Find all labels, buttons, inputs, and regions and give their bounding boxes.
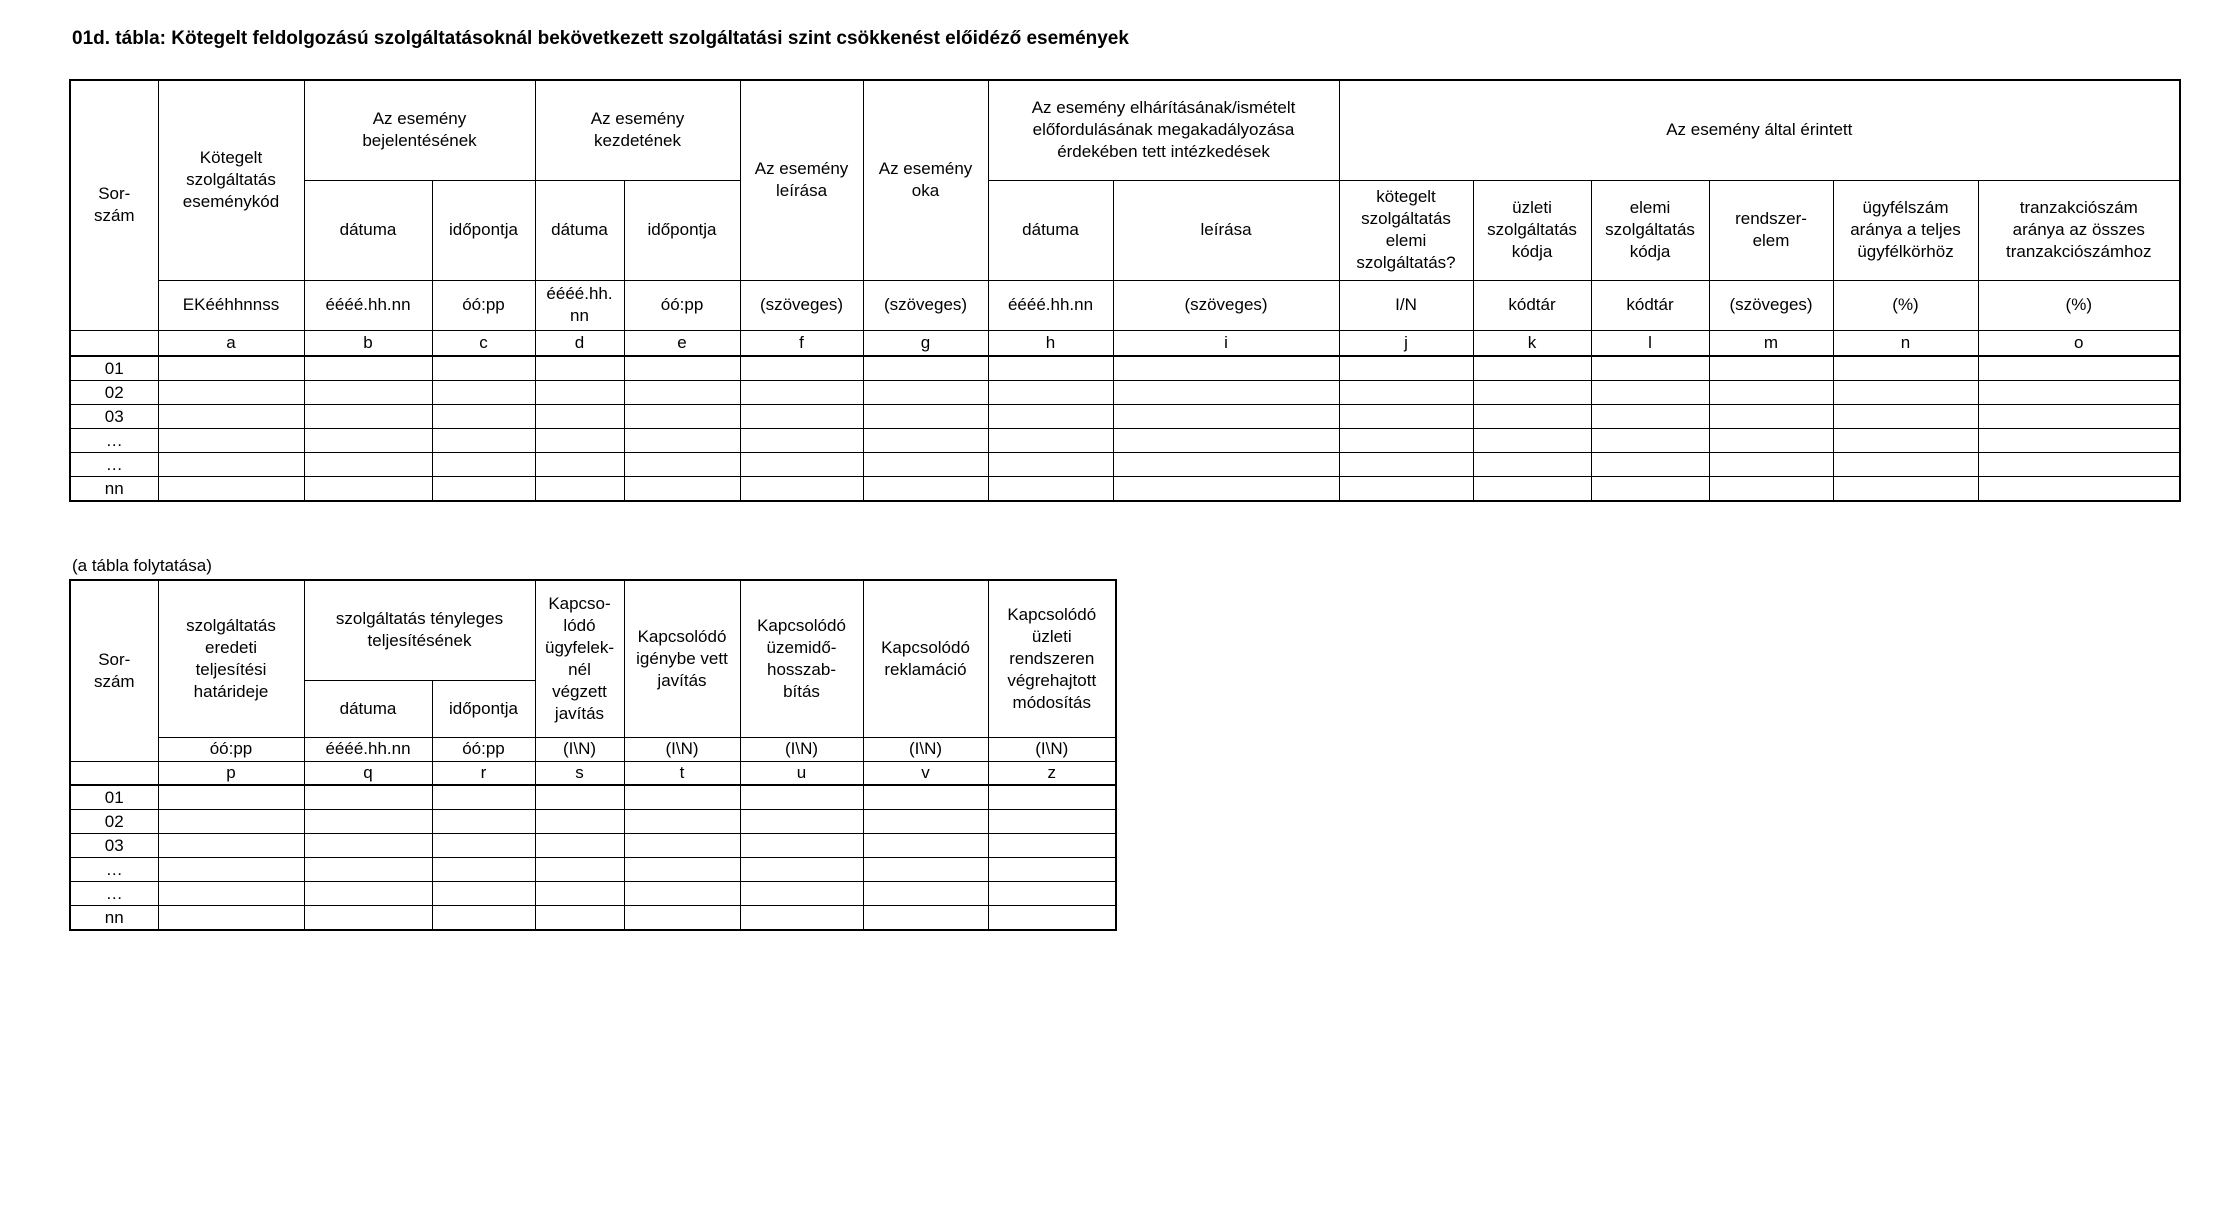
header-igenybe-vett-javitas: Kapcsolódó igénybe vett javítás: [624, 580, 740, 737]
format-cell: (szöveges): [740, 280, 863, 330]
data-cell[interactable]: [158, 356, 304, 381]
data-cell[interactable]: [432, 453, 535, 477]
data-cell[interactable]: [624, 834, 740, 858]
data-cell[interactable]: [432, 477, 535, 502]
format-cell: (I\N): [624, 737, 740, 761]
data-cell[interactable]: [624, 356, 740, 381]
data-cell[interactable]: [304, 906, 432, 931]
data-cell[interactable]: [1339, 381, 1473, 405]
format-cell: kódtár: [1473, 280, 1591, 330]
data-cell[interactable]: [863, 381, 988, 405]
format-cell: (I\N): [988, 737, 1116, 761]
row-number: 02: [70, 381, 158, 405]
header-oka: Az esemény oka: [863, 80, 988, 280]
format-cell: éééé.hh.nn: [304, 737, 432, 761]
data-cell[interactable]: [988, 453, 1113, 477]
data-cell[interactable]: [535, 429, 624, 453]
events-table: [69, 79, 2181, 502]
data-cell[interactable]: [304, 810, 432, 834]
table-row: [70, 834, 1116, 858]
data-cell[interactable]: [1113, 405, 1339, 429]
header-modositas: Kapcsolódó üzleti rendszeren végrehajtott módosítás: [988, 580, 1116, 737]
data-cell[interactable]: [863, 356, 988, 381]
table-row: [70, 810, 1116, 834]
header-teljesites: szolgáltatás tényleges teljesítésének: [304, 580, 535, 680]
header-sorszam: Sor- szám: [70, 580, 158, 761]
data-cell[interactable]: [1833, 429, 1978, 453]
events-table-continuation: [69, 579, 1117, 931]
data-cell[interactable]: [740, 356, 863, 381]
sub-header: időpontja: [624, 180, 740, 280]
column-letter: k: [1473, 330, 1591, 356]
data-cell[interactable]: [1978, 453, 2180, 477]
data-cell[interactable]: [988, 834, 1116, 858]
format-cell: (%): [1833, 280, 1978, 330]
data-cell[interactable]: [158, 882, 304, 906]
data-cell[interactable]: [863, 429, 988, 453]
data-cell[interactable]: [740, 429, 863, 453]
data-cell[interactable]: [1978, 429, 2180, 453]
data-cell[interactable]: [535, 477, 624, 502]
data-cell[interactable]: [158, 834, 304, 858]
header-uzemido: Kapcsolódó üzemidő- hosszab- bítás: [740, 580, 863, 737]
column-letter: a: [158, 330, 304, 356]
data-cell[interactable]: [432, 381, 535, 405]
column-letter: m: [1709, 330, 1833, 356]
data-cell[interactable]: [432, 405, 535, 429]
data-cell[interactable]: [624, 810, 740, 834]
data-cell[interactable]: [988, 810, 1116, 834]
table-row: [70, 477, 2180, 502]
format-cell: I/N: [1339, 280, 1473, 330]
data-cell[interactable]: [1978, 405, 2180, 429]
sub-header: kötegelt szolgáltatás elemi szolgáltatás?: [1339, 180, 1473, 280]
column-letter: b: [304, 330, 432, 356]
row-number: …: [70, 858, 158, 882]
data-cell[interactable]: [624, 405, 740, 429]
data-cell[interactable]: [1591, 381, 1709, 405]
sub-header: időpontja: [432, 680, 535, 737]
data-cell[interactable]: [1591, 405, 1709, 429]
letter-cell-empty: [70, 761, 158, 785]
data-cell[interactable]: [535, 381, 624, 405]
data-cell[interactable]: [988, 882, 1116, 906]
sub-header: ügyfélszám aránya a teljes ügyfélkörhöz: [1833, 180, 1978, 280]
row-number: 01: [70, 356, 158, 381]
data-cell[interactable]: [158, 906, 304, 931]
column-letter: u: [740, 761, 863, 785]
data-cell[interactable]: [624, 906, 740, 931]
column-letter: z: [988, 761, 1116, 785]
sub-header: rendszer- elem: [1709, 180, 1833, 280]
data-cell[interactable]: [624, 785, 740, 810]
data-cell[interactable]: [1339, 429, 1473, 453]
data-cell[interactable]: [535, 810, 624, 834]
data-cell[interactable]: [432, 834, 535, 858]
data-cell[interactable]: [863, 810, 988, 834]
format-cell: (szöveges): [863, 280, 988, 330]
data-cell[interactable]: [988, 906, 1116, 931]
data-cell[interactable]: [863, 785, 988, 810]
data-cell[interactable]: [988, 477, 1113, 502]
header-reklamacio: Kapcsolódó reklamáció: [863, 580, 988, 737]
data-cell[interactable]: [158, 405, 304, 429]
data-cell[interactable]: [1339, 405, 1473, 429]
data-cell[interactable]: [740, 477, 863, 502]
data-cell[interactable]: [535, 405, 624, 429]
data-cell[interactable]: [1591, 429, 1709, 453]
data-cell[interactable]: [158, 477, 304, 502]
data-cell[interactable]: [432, 858, 535, 882]
data-cell[interactable]: [624, 381, 740, 405]
data-cell[interactable]: [158, 785, 304, 810]
data-cell[interactable]: [1709, 405, 1833, 429]
data-cell[interactable]: [535, 834, 624, 858]
header-leiras: Az esemény leírása: [740, 80, 863, 280]
column-letter: d: [535, 330, 624, 356]
header-ugyfel-javitas: Kapcso- lódó ügyfelek- nél végzett javítás: [535, 580, 624, 737]
table-row: [70, 882, 1116, 906]
sub-header: dátuma: [304, 680, 432, 737]
data-cell[interactable]: [304, 429, 432, 453]
data-cell[interactable]: [624, 882, 740, 906]
table-title: 01d. tábla: Kötegelt feldolgozású szolgáltatásoknál bekövetkezett szolgáltatási szint csökkenést előidéző események: [72, 28, 1129, 49]
data-cell[interactable]: [158, 453, 304, 477]
data-cell[interactable]: [304, 477, 432, 502]
table-row: [70, 381, 2180, 405]
data-cell[interactable]: [1113, 429, 1339, 453]
data-cell[interactable]: [740, 405, 863, 429]
data-cell[interactable]: [740, 882, 863, 906]
sub-header: dátuma: [988, 180, 1113, 280]
row-number: …: [70, 882, 158, 906]
data-cell[interactable]: [304, 453, 432, 477]
continuation-label: (a tábla folytatása): [72, 556, 212, 575]
data-cell[interactable]: [304, 381, 432, 405]
data-cell[interactable]: [535, 882, 624, 906]
data-cell[interactable]: [740, 858, 863, 882]
header-hatarido: szolgáltatás eredeti teljesítési határideje: [158, 580, 304, 737]
data-cell[interactable]: [624, 858, 740, 882]
row-number: 03: [70, 834, 158, 858]
data-cell[interactable]: [624, 429, 740, 453]
data-cell[interactable]: [1833, 405, 1978, 429]
sub-header: időpontja: [432, 180, 535, 280]
sub-header: elemi szolgáltatás kódja: [1591, 180, 1709, 280]
column-letter: f: [740, 330, 863, 356]
column-letter: i: [1113, 330, 1339, 356]
format-cell: (I\N): [863, 737, 988, 761]
data-cell[interactable]: [1978, 356, 2180, 381]
data-cell[interactable]: [158, 381, 304, 405]
data-cell[interactable]: [1978, 381, 2180, 405]
data-cell[interactable]: [158, 858, 304, 882]
data-cell[interactable]: [624, 453, 740, 477]
format-cell: óó:pp: [432, 280, 535, 330]
row-number: 02: [70, 810, 158, 834]
data-cell[interactable]: [1591, 477, 1709, 502]
format-cell: (I\N): [740, 737, 863, 761]
table-row: [70, 405, 2180, 429]
row-number: nn: [70, 906, 158, 931]
data-cell[interactable]: [988, 785, 1116, 810]
column-letter: n: [1833, 330, 1978, 356]
data-cell[interactable]: [304, 882, 432, 906]
data-cell[interactable]: [304, 785, 432, 810]
data-cell[interactable]: [1833, 477, 1978, 502]
column-letter: j: [1339, 330, 1473, 356]
format-cell: (I\N): [535, 737, 624, 761]
data-cell[interactable]: [1709, 477, 1833, 502]
data-cell[interactable]: [535, 785, 624, 810]
data-cell[interactable]: [1473, 453, 1591, 477]
data-cell[interactable]: [158, 810, 304, 834]
sub-header: tranzakciószám aránya az összes tranzakciószámhoz: [1978, 180, 2180, 280]
format-cell: éééé.hh.nn: [304, 280, 432, 330]
data-cell[interactable]: [158, 429, 304, 453]
data-cell[interactable]: [432, 429, 535, 453]
data-cell[interactable]: [304, 356, 432, 381]
table-row: [70, 906, 1116, 931]
data-cell[interactable]: [863, 405, 988, 429]
data-cell[interactable]: [988, 858, 1116, 882]
format-cell: EKééhhnnss: [158, 280, 304, 330]
column-letter: p: [158, 761, 304, 785]
letter-cell-empty: [70, 330, 158, 356]
column-letter: r: [432, 761, 535, 785]
data-cell[interactable]: [1473, 356, 1591, 381]
format-cell: óó:pp: [624, 280, 740, 330]
table-row: [70, 858, 1116, 882]
data-cell[interactable]: [1591, 356, 1709, 381]
column-letter: c: [432, 330, 535, 356]
data-cell[interactable]: [1591, 453, 1709, 477]
format-cell: óó:pp: [158, 737, 304, 761]
format-cell: éééé.hh.nn: [988, 280, 1113, 330]
data-cell[interactable]: [863, 882, 988, 906]
data-cell[interactable]: [1978, 477, 2180, 502]
table-row: [70, 356, 2180, 381]
column-letter: s: [535, 761, 624, 785]
data-cell[interactable]: [1339, 356, 1473, 381]
data-cell[interactable]: [535, 453, 624, 477]
data-cell[interactable]: [1473, 405, 1591, 429]
format-cell: kódtár: [1591, 280, 1709, 330]
header-sorszam: Sor- szám: [70, 80, 158, 330]
column-letter: v: [863, 761, 988, 785]
header-erintett: Az esemény által érintett: [1339, 80, 2180, 180]
data-cell[interactable]: [863, 906, 988, 931]
data-cell[interactable]: [535, 906, 624, 931]
data-cell[interactable]: [432, 785, 535, 810]
data-cell[interactable]: [535, 858, 624, 882]
column-letter: e: [624, 330, 740, 356]
table-row: [70, 429, 2180, 453]
data-cell[interactable]: [1473, 429, 1591, 453]
data-cell[interactable]: [988, 356, 1113, 381]
data-cell[interactable]: [1339, 453, 1473, 477]
header-elharitas: Az esemény elhárításának/ismételt előfordulásának megakadályozása érdekében tett intézkedések: [988, 80, 1339, 180]
format-cell: (szöveges): [1709, 280, 1833, 330]
data-cell[interactable]: [304, 858, 432, 882]
data-cell[interactable]: [1833, 453, 1978, 477]
data-cell[interactable]: [863, 858, 988, 882]
data-cell[interactable]: [304, 405, 432, 429]
row-number: 01: [70, 785, 158, 810]
data-cell[interactable]: [863, 834, 988, 858]
sub-header: leírása: [1113, 180, 1339, 280]
format-cell: óó:pp: [432, 737, 535, 761]
data-cell[interactable]: [432, 906, 535, 931]
data-cell[interactable]: [740, 785, 863, 810]
data-cell[interactable]: [304, 834, 432, 858]
data-cell[interactable]: [740, 906, 863, 931]
data-cell[interactable]: [863, 453, 988, 477]
data-cell[interactable]: [740, 453, 863, 477]
row-number: …: [70, 429, 158, 453]
column-letter: l: [1591, 330, 1709, 356]
column-letter: t: [624, 761, 740, 785]
data-cell[interactable]: [1709, 429, 1833, 453]
header-bejelentes: Az esemény bejelentésének: [304, 80, 535, 180]
data-cell[interactable]: [432, 810, 535, 834]
data-cell[interactable]: [1113, 477, 1339, 502]
data-cell[interactable]: [624, 477, 740, 502]
column-letter: h: [988, 330, 1113, 356]
sub-header: üzleti szolgáltatás kódja: [1473, 180, 1591, 280]
column-letter: q: [304, 761, 432, 785]
table-row: [70, 785, 1116, 810]
column-letter: g: [863, 330, 988, 356]
data-cell[interactable]: [1709, 381, 1833, 405]
data-cell[interactable]: [1473, 381, 1591, 405]
data-cell[interactable]: [1833, 381, 1978, 405]
data-cell[interactable]: [1709, 356, 1833, 381]
data-cell[interactable]: [740, 834, 863, 858]
data-cell[interactable]: [740, 381, 863, 405]
data-cell[interactable]: [863, 477, 988, 502]
data-cell[interactable]: [432, 882, 535, 906]
data-cell[interactable]: [1113, 453, 1339, 477]
data-cell[interactable]: [1113, 356, 1339, 381]
data-cell[interactable]: [988, 429, 1113, 453]
data-cell[interactable]: [432, 356, 535, 381]
data-cell[interactable]: [740, 810, 863, 834]
data-cell[interactable]: [1473, 477, 1591, 502]
data-cell[interactable]: [1113, 381, 1339, 405]
format-cell: (%): [1978, 280, 2180, 330]
row-number: …: [70, 453, 158, 477]
format-cell: (szöveges): [1113, 280, 1339, 330]
sub-header: dátuma: [535, 180, 624, 280]
data-cell[interactable]: [988, 381, 1113, 405]
data-cell[interactable]: [535, 356, 624, 381]
row-number: 03: [70, 405, 158, 429]
data-cell[interactable]: [1339, 477, 1473, 502]
table-row: [70, 453, 2180, 477]
header-esemenykod: Kötegelt szolgáltatás eseménykód: [158, 80, 304, 280]
sub-header: dátuma: [304, 180, 432, 280]
format-cell: éééé.hh. nn: [535, 280, 624, 330]
data-cell[interactable]: [1709, 453, 1833, 477]
data-cell[interactable]: [988, 405, 1113, 429]
row-number: nn: [70, 477, 158, 502]
column-letter: o: [1978, 330, 2180, 356]
data-cell[interactable]: [1833, 356, 1978, 381]
header-kezdet: Az esemény kezdetének: [535, 80, 740, 180]
